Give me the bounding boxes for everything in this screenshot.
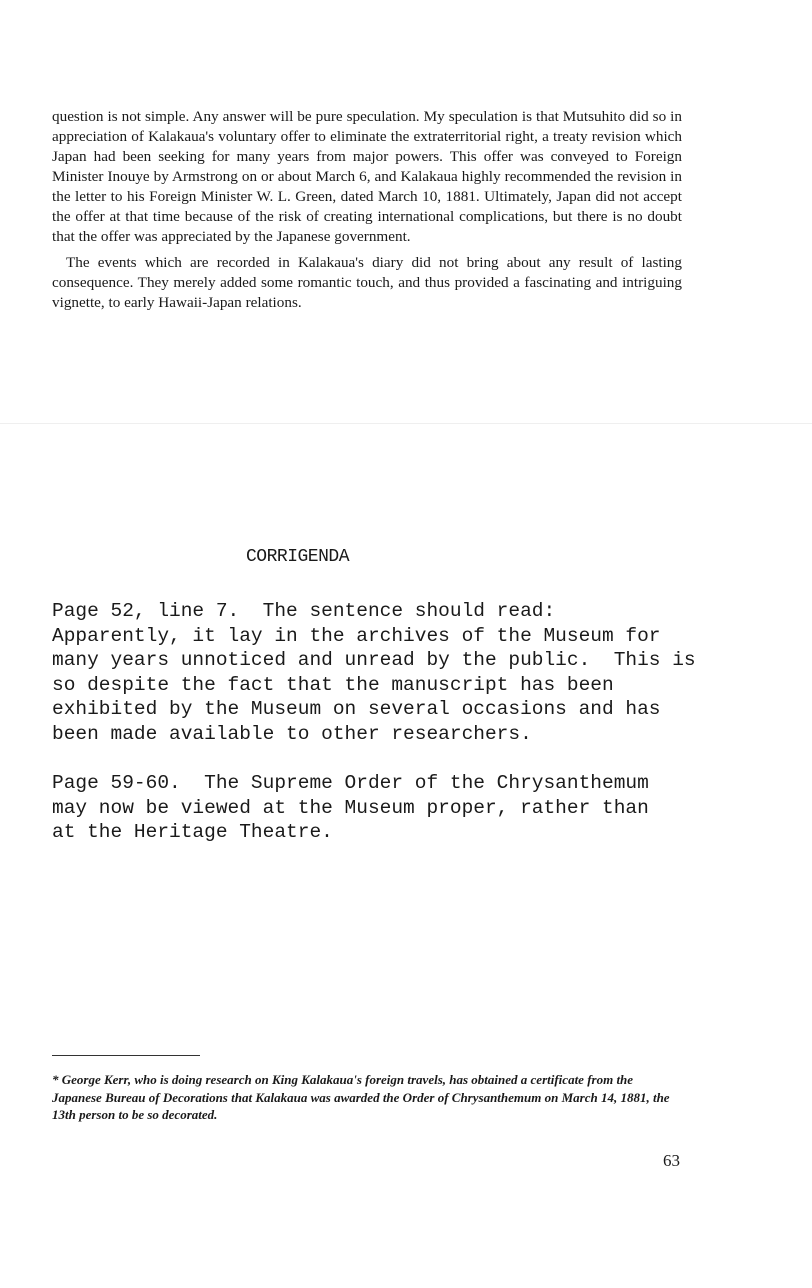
corrigenda-entry-2: Page 59-60. The Supreme Order of the Chrysanthemum may now be viewed at the Museum proper, rather than at the Heritage Theatre. [52, 772, 649, 843]
scan-artifact-line [0, 423, 812, 424]
footnote: * George Kerr, who is doing research on King Kalakaua's foreign travels, has obtained a certificate from the Japanese Bureau of Decorations that Kalakaua was awarded the Order of Chrysanthemum on March 14, 1881, the 13th person to be so decorated. [52, 1072, 670, 1122]
corrigenda-title: CORRIGENDA [246, 547, 350, 567]
article-text [52, 107, 682, 313]
page-number: 63 [663, 1151, 680, 1170]
footnote-divider [52, 1055, 200, 1056]
corrigenda-entry-1: Page 52, line 7. The sentence should read: Apparently, it lay in the archives of the Museum for many years unnoticed and unread by the public. This is so despite the fact that the manuscript has been exhibited by the Museum on several occasions and has been made available to other researchers. [52, 600, 696, 745]
paragraph-2: The events which are recorded in Kalakaua's diary did not bring about any result of lasting consequence. They merely added some romantic touch, and thus provided a fascinating and intriguing vignette, to early Hawaii-Japan relations. [52, 254, 682, 311]
paragraph-1: question is not simple. Any answer will be pure speculation. My speculation is that Mutsuhito did so in appreciation of Kalakaua's voluntary offer to eliminate the extraterritorial right, a treaty revision which Japan had been seeking for many years from major powers. This offer was conveyed to Foreign Minister Inouye by Armstrong on or about March 6, and Kalakaua highly recommended the revision in the letter to his Foreign Minister W. L. Green, dated March 10, 1881. Ultimately, Japan did not accept the offer at that time because of the risk of creating international complications, but there is no doubt that the offer was appreciated by the Japanese government. [52, 108, 682, 245]
